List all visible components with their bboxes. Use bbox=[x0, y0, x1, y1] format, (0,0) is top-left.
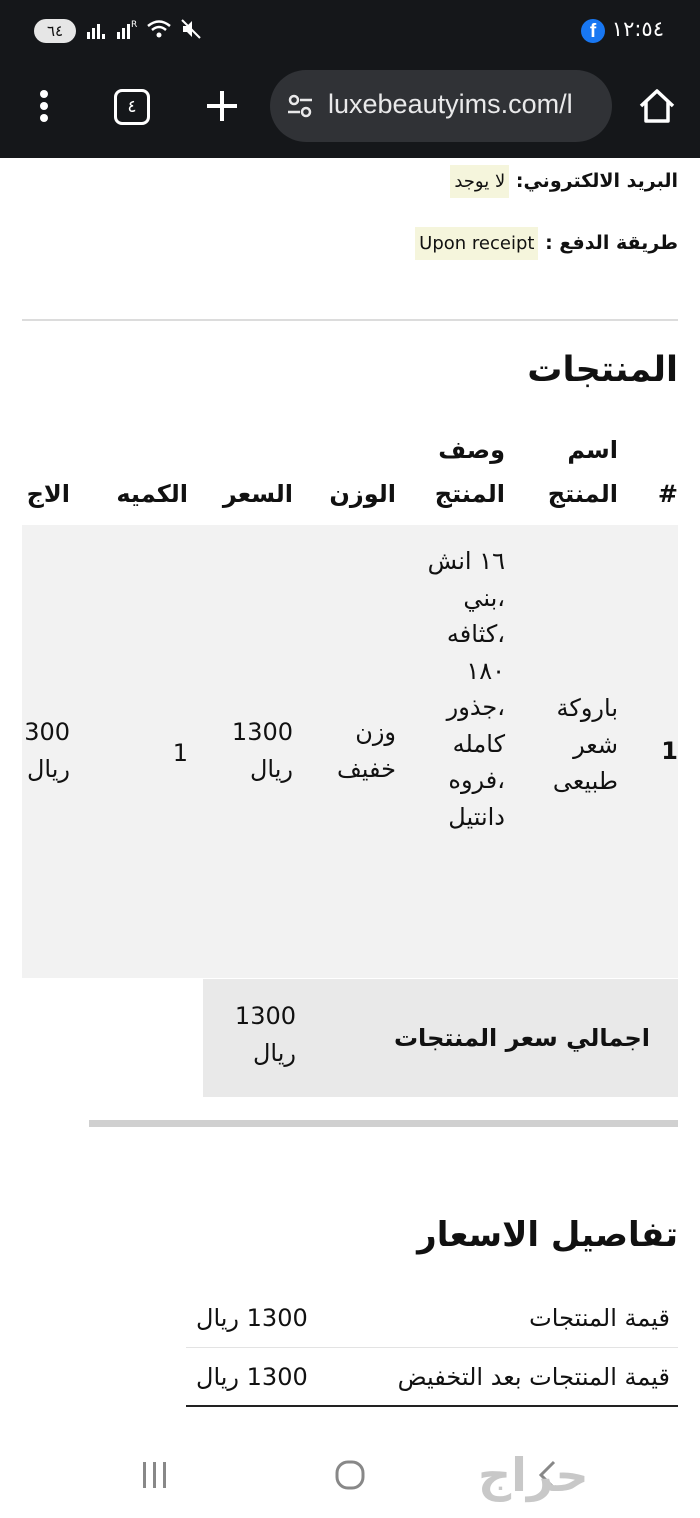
payment-line bbox=[415, 232, 678, 254]
price-row bbox=[186, 1363, 678, 1407]
recents-icon[interactable] bbox=[140, 1460, 170, 1490]
row-index: 1 bbox=[661, 737, 678, 765]
column-header-weight: الوزن bbox=[329, 480, 396, 508]
menu-icon[interactable] bbox=[30, 86, 58, 126]
facebook-icon: f bbox=[581, 19, 605, 43]
email-line bbox=[450, 170, 678, 192]
price-row-value: 1300 ريال bbox=[196, 1363, 308, 1391]
new-tab-icon[interactable] bbox=[204, 88, 240, 124]
site-settings-icon[interactable] bbox=[286, 92, 314, 120]
page-content bbox=[0, 158, 700, 1430]
system-navigation-bar bbox=[0, 1430, 700, 1518]
url-text[interactable]: luxebeautyims.com/l bbox=[328, 89, 573, 119]
summary-label: اجمالي سعر المنتجات bbox=[393, 1024, 650, 1052]
watermark-logo: حراج bbox=[478, 1448, 589, 1502]
tabs-icon[interactable]: ٤ bbox=[114, 89, 150, 125]
summary-value: 1300 ريال bbox=[234, 1002, 296, 1067]
address-bar[interactable] bbox=[270, 70, 612, 142]
section-divider bbox=[22, 319, 678, 321]
clock: ١٢:٥٤ bbox=[611, 17, 664, 41]
row-weight: وزن خفيف bbox=[336, 718, 396, 783]
column-header-price: السعر bbox=[222, 480, 293, 508]
price-row-label: قيمة المنتجات bbox=[529, 1304, 670, 1332]
products-title: المنتجات bbox=[527, 350, 678, 390]
column-header-quantity: الكميه bbox=[116, 480, 188, 508]
column-header-description: وصف المنتج bbox=[434, 436, 505, 508]
column-header-total: الاج bbox=[26, 480, 70, 508]
email-label: البريد الالكتروني: bbox=[515, 170, 678, 192]
column-header-index: # bbox=[657, 480, 678, 508]
price-row-value: 1300 ريال bbox=[196, 1304, 308, 1332]
system-icons bbox=[86, 18, 202, 40]
svg-text:R: R bbox=[131, 20, 138, 30]
row-product-name: باروكة شعر طبيعى bbox=[552, 694, 618, 795]
row-total: 300 ريال bbox=[24, 718, 70, 783]
price-row bbox=[186, 1304, 678, 1348]
row-price: 1300 ريال bbox=[231, 718, 293, 783]
email-value: لا يوجد bbox=[450, 165, 509, 198]
column-header-name: اسم المنتج bbox=[547, 436, 618, 508]
row-product-description: ١٦ انش ،بني ،كثافه ١٨٠ ،جذور كامله ،فروه دانتيل bbox=[427, 547, 505, 831]
status-bar bbox=[0, 0, 700, 62]
wifi-icon bbox=[146, 18, 172, 40]
signal-icon bbox=[86, 18, 108, 40]
payment-label: طريقة الدفع : bbox=[545, 232, 678, 254]
row-quantity: 1 bbox=[172, 739, 188, 767]
browser-toolbar bbox=[0, 62, 700, 158]
signal-r-icon bbox=[116, 18, 138, 40]
home-circle-icon[interactable] bbox=[334, 1459, 366, 1491]
section-rule bbox=[89, 1120, 678, 1127]
mute-icon bbox=[180, 18, 202, 40]
battery-indicator: ٦٤ bbox=[34, 19, 76, 43]
home-icon[interactable] bbox=[636, 86, 678, 126]
price-details-title: تفاصيل الاسعار bbox=[417, 1215, 678, 1255]
payment-value: Upon receipt bbox=[415, 227, 538, 260]
price-row-label: قيمة المنتجات بعد التخفيض bbox=[397, 1363, 670, 1391]
